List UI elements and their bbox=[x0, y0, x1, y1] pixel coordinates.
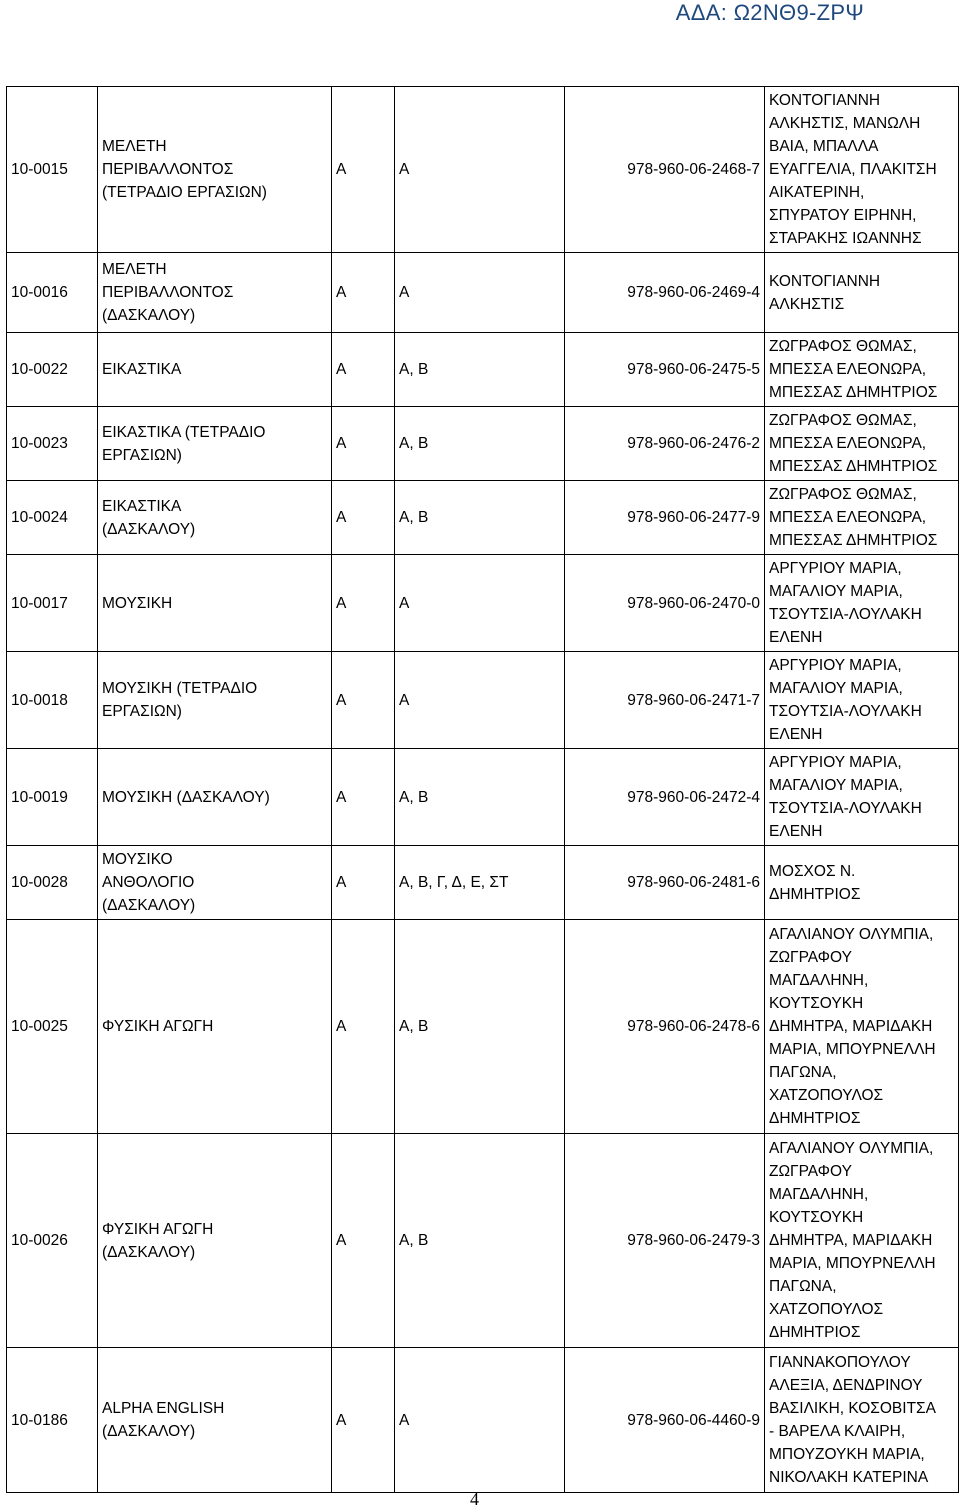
level-cell: Α bbox=[332, 333, 395, 407]
grades-cell: Α, Β bbox=[395, 333, 565, 407]
isbn-cell: 978-960-06-2479-3 bbox=[565, 1134, 765, 1348]
authors-cell: ΜΟΣΧΟΣ Ν. ΔΗΜΗΤΡΙΟΣ bbox=[765, 846, 959, 920]
table-row bbox=[7, 407, 959, 481]
grades-cell: Α, Β bbox=[395, 407, 565, 481]
authors-cell: ΑΡΓΥΡΙΟΥ ΜΑΡΙΑ, ΜΑΓΑΛΙΟΥ ΜΑΡΙΑ, ΤΣΟΥΤΣΙΑ-ΛΟΥΛΑΚΗ ΕΛΕΝΗ bbox=[765, 555, 959, 652]
authors-cell: ΖΩΓΡΑΦΟΣ ΘΩΜΑΣ, ΜΠΕΣΣΑ ΕΛΕΟΝΩΡΑ, ΜΠΕΣΣΑΣ ΔΗΜΗΤΡΙΟΣ bbox=[765, 481, 959, 555]
grades-cell: Α bbox=[395, 253, 565, 333]
table-row bbox=[7, 652, 959, 749]
level-cell: Α bbox=[332, 87, 395, 253]
authors-cell: ΓΙΑΝΝΑΚΟΠΟΥΛΟΥ ΑΛΕΞΙΑ, ΔΕΝΔΡΙΝΟΥ ΒΑΣΙΛΙΚΗ, ΚΟΣΟΒΙΤΣΑ - ΒΑΡΕΛΑ ΚΛΑΙΡΗ, ΜΠΟΥΖΟΥΚΗ ΜΑΡΙΑ, ΝΙΚΟΛΑΚΗ ΚΑΤΕΡΙΝΑ bbox=[765, 1348, 959, 1493]
code-cell: 10-0019 bbox=[7, 749, 98, 846]
grades-cell: Α, Β bbox=[395, 1134, 565, 1348]
isbn-cell: 978-960-06-2469-4 bbox=[565, 253, 765, 333]
isbn-cell: 978-960-06-2470-0 bbox=[565, 555, 765, 652]
table-row bbox=[7, 253, 959, 333]
authors-cell: ΑΓΑΛΙΑΝΟΥ ΟΛΥΜΠΙΑ, ΖΩΓΡΑΦΟΥ ΜΑΓΔΑΛΗΝΗ, ΚΟΥΤΣΟΥΚΗ ΔΗΜΗΤΡΑ, ΜΑΡΙΔΑΚΗ ΜΑΡΙΑ, ΜΠΟΥΡΝΕΛΛΗ ΠΑΓΩΝΑ, ΧΑΤΖΟΠΟΥΛΟΣ ΔΗΜΗΤΡΙΟΣ bbox=[765, 1134, 959, 1348]
isbn-cell: 978-960-06-2471-7 bbox=[565, 652, 765, 749]
code-cell: 10-0017 bbox=[7, 555, 98, 652]
table-row bbox=[7, 333, 959, 407]
authors-cell: ΖΩΓΡΑΦΟΣ ΘΩΜΑΣ, ΜΠΕΣΣΑ ΕΛΕΟΝΩΡΑ, ΜΠΕΣΣΑΣ ΔΗΜΗΤΡΙΟΣ bbox=[765, 407, 959, 481]
grades-cell: Α, Β, Γ, Δ, Ε, ΣΤ bbox=[395, 846, 565, 920]
isbn-cell: 978-960-06-4460-9 bbox=[565, 1348, 765, 1493]
title-cell: ΜΕΛΕΤΗ ΠΕΡΙΒΑΛΛΟΝΤΟΣ (ΤΕΤΡΑΔΙΟ ΕΡΓΑΣΙΩΝ) bbox=[98, 87, 332, 253]
code-cell: 10-0186 bbox=[7, 1348, 98, 1493]
authors-cell: ΑΓΑΛΙΑΝΟΥ ΟΛΥΜΠΙΑ, ΖΩΓΡΑΦΟΥ ΜΑΓΔΑΛΗΝΗ, ΚΟΥΤΣΟΥΚΗ ΔΗΜΗΤΡΑ, ΜΑΡΙΔΑΚΗ ΜΑΡΙΑ, ΜΠΟΥΡΝΕΛΛΗ ΠΑΓΩΝΑ, ΧΑΤΖΟΠΟΥΛΟΣ ΔΗΜΗΤΡΙΟΣ bbox=[765, 920, 959, 1134]
authors-cell: ΑΡΓΥΡΙΟΥ ΜΑΡΙΑ, ΜΑΓΑΛΙΟΥ ΜΑΡΙΑ, ΤΣΟΥΤΣΙΑ-ΛΟΥΛΑΚΗ ΕΛΕΝΗ bbox=[765, 652, 959, 749]
grades-cell: Α bbox=[395, 1348, 565, 1493]
authors-cell: ΚΟΝΤΟΓΙΑΝΝΗ ΑΛΚΗΣΤΙΣ, ΜΑΝΩΛΗ ΒΑΙΑ, ΜΠΑΛΛΑ ΕΥΑΓΓΕΛΙΑ, ΠΛΑΚΙΤΣΗ ΑΙΚΑΤΕΡΙΝΗ, ΣΠΥΡΑΤΟΥ ΕΙΡΗΝΗ, ΣΤΑΡΑΚΗΣ ΙΩΑΝΝΗΣ bbox=[765, 87, 959, 253]
table-row bbox=[7, 87, 959, 253]
grades-cell: Α, Β bbox=[395, 481, 565, 555]
authors-cell: ΖΩΓΡΑΦΟΣ ΘΩΜΑΣ, ΜΠΕΣΣΑ ΕΛΕΟΝΩΡΑ, ΜΠΕΣΣΑΣ ΔΗΜΗΤΡΙΟΣ bbox=[765, 333, 959, 407]
grades-cell: Α bbox=[395, 87, 565, 253]
code-cell: 10-0026 bbox=[7, 1134, 98, 1348]
title-cell: ΕΙΚΑΣΤΙΚΑ bbox=[98, 333, 332, 407]
table-row bbox=[7, 1134, 959, 1348]
title-cell: ΦΥΣΙΚΗ ΑΓΩΓΗ bbox=[98, 920, 332, 1134]
books-table bbox=[6, 86, 959, 1493]
level-cell: Α bbox=[332, 846, 395, 920]
isbn-cell: 978-960-06-2472-4 bbox=[565, 749, 765, 846]
title-cell: ΜΟΥΣΙΚΟ ΑΝΘΟΛΟΓΙΟ (ΔΑΣΚΑΛΟΥ) bbox=[98, 846, 332, 920]
level-cell: Α bbox=[332, 253, 395, 333]
table-row bbox=[7, 749, 959, 846]
title-cell: ΜΕΛΕΤΗ ΠΕΡΙΒΑΛΛΟΝΤΟΣ (ΔΑΣΚΑΛΟΥ) bbox=[98, 253, 332, 333]
isbn-cell: 978-960-06-2475-5 bbox=[565, 333, 765, 407]
level-cell: Α bbox=[332, 652, 395, 749]
code-cell: 10-0028 bbox=[7, 846, 98, 920]
grades-cell: Α bbox=[395, 652, 565, 749]
page-number: 4 bbox=[470, 1489, 479, 1509]
code-cell: 10-0022 bbox=[7, 333, 98, 407]
table-row bbox=[7, 555, 959, 652]
title-cell: ΜΟΥΣΙΚΗ bbox=[98, 555, 332, 652]
level-cell: Α bbox=[332, 555, 395, 652]
table-row bbox=[7, 846, 959, 920]
code-cell: 10-0023 bbox=[7, 407, 98, 481]
level-cell: Α bbox=[332, 407, 395, 481]
grades-cell: Α, Β bbox=[395, 920, 565, 1134]
code-cell: 10-0016 bbox=[7, 253, 98, 333]
isbn-cell: 978-960-06-2476-2 bbox=[565, 407, 765, 481]
table-row bbox=[7, 1348, 959, 1493]
authors-cell: ΚΟΝΤΟΓΙΑΝΝΗ ΑΛΚΗΣΤΙΣ bbox=[765, 253, 959, 333]
title-cell: ALPHA ENGLISH (ΔΑΣΚΑΛΟΥ) bbox=[98, 1348, 332, 1493]
ada-header: ΑΔΑ: Ω2ΝΘ9-ΖΡΨ bbox=[675, 0, 864, 25]
isbn-cell: 978-960-06-2481-6 bbox=[565, 846, 765, 920]
grades-cell: Α, Β bbox=[395, 749, 565, 846]
isbn-cell: 978-960-06-2477-9 bbox=[565, 481, 765, 555]
code-cell: 10-0025 bbox=[7, 920, 98, 1134]
level-cell: Α bbox=[332, 920, 395, 1134]
title-cell: ΜΟΥΣΙΚΗ (ΤΕΤΡΑΔΙΟ ΕΡΓΑΣΙΩΝ) bbox=[98, 652, 332, 749]
level-cell: Α bbox=[332, 481, 395, 555]
code-cell: 10-0018 bbox=[7, 652, 98, 749]
isbn-cell: 978-960-06-2468-7 bbox=[565, 87, 765, 253]
code-cell: 10-0015 bbox=[7, 87, 98, 253]
table-row bbox=[7, 481, 959, 555]
title-cell: ΕΙΚΑΣΤΙΚΑ (ΔΑΣΚΑΛΟΥ) bbox=[98, 481, 332, 555]
code-cell: 10-0024 bbox=[7, 481, 98, 555]
title-cell: ΜΟΥΣΙΚΗ (ΔΑΣΚΑΛΟΥ) bbox=[98, 749, 332, 846]
title-cell: ΦΥΣΙΚΗ ΑΓΩΓΗ (ΔΑΣΚΑΛΟΥ) bbox=[98, 1134, 332, 1348]
level-cell: Α bbox=[332, 749, 395, 846]
authors-cell: ΑΡΓΥΡΙΟΥ ΜΑΡΙΑ, ΜΑΓΑΛΙΟΥ ΜΑΡΙΑ, ΤΣΟΥΤΣΙΑ-ΛΟΥΛΑΚΗ ΕΛΕΝΗ bbox=[765, 749, 959, 846]
level-cell: Α bbox=[332, 1134, 395, 1348]
isbn-cell: 978-960-06-2478-6 bbox=[565, 920, 765, 1134]
title-cell: ΕΙΚΑΣΤΙΚΑ (ΤΕΤΡΑΔΙΟ ΕΡΓΑΣΙΩΝ) bbox=[98, 407, 332, 481]
table-row bbox=[7, 920, 959, 1134]
grades-cell: Α bbox=[395, 555, 565, 652]
level-cell: Α bbox=[332, 1348, 395, 1493]
